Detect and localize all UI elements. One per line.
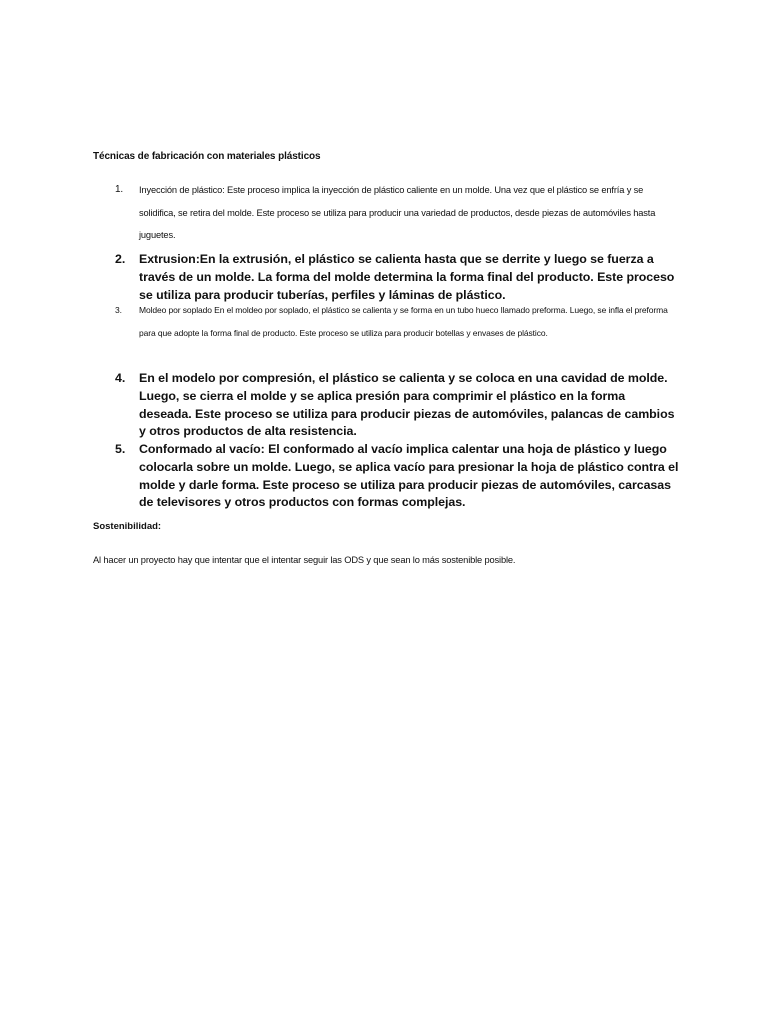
list-item-number: 4.: [115, 371, 126, 385]
list-item-text: Conformado al vacío: El conformado al vacío implica calentar una hoja de plástico y luego colocarla sobre un molde. Luego, se aplica vacío para presionar la hoja de plástico contra el molde y darle forma. Este proceso se utiliza para producir piezas de automóviles, carcasas de televisores y otros productos con formas complejas.: [139, 442, 679, 510]
section-heading-sostenibilidad: Sostenibilidad:: [93, 521, 162, 532]
list-item-number: 1.: [115, 184, 124, 195]
list-item-number: 3.: [115, 305, 122, 315]
list-item-text: Extrusion:En la extrusión, el plástico se calienta hasta que se derrite y luego se fuerza a través de un molde. La forma del molde determina la forma final del producto. Este proceso se utiliza para producir tuberías, perfiles y láminas de plástico.: [139, 252, 675, 302]
list-item-text: Moldeo por soplado En el moldeo por soplado, el plástico se calienta y se forma en un tubo hueco llamado preforma. Luego, se infla el preforma para que adopte la forma final de producto. Este proceso se utiliza para producir botellas y envases de plástico.: [139, 305, 668, 338]
list-item-number: 2.: [115, 252, 126, 266]
document-title: Técnicas de fabricación con materiales plásticos: [93, 151, 321, 162]
list-item-number: 5.: [115, 442, 126, 456]
list-item-text: En el modelo por compresión, el plástico se calienta y se coloca en una cavidad de molde. Luego, se cierra el molde y se aplica presión para comprimir el plástico en la forma deseada. Este proceso se utiliza para producir piezas de automóviles, palancas de cambios y otros productos de alta resistencia.: [139, 371, 675, 439]
sostenibilidad-paragraph: Al hacer un proyecto hay que intentar que el intentar seguir las ODS y que sean lo más sostenible posible.: [93, 555, 516, 565]
list-item-text: Inyección de plástico: Este proceso implica la inyección de plástico caliente en un molde. Una vez que el plástico se enfría y se solidifica, se retira del molde. Este proceso se utiliza para producir una variedad de productos, desde piezas de automóviles hasta juguetes.: [139, 185, 656, 240]
